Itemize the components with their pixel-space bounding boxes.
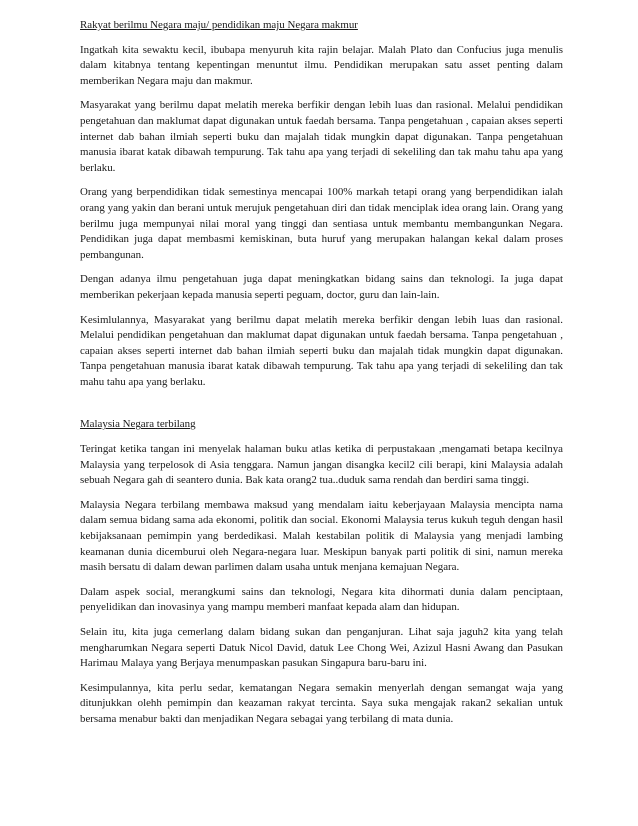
section-heading-rakyat-berilmu: Rakyat berilmu Negara maju/ pendidikan maju Negara makmur xyxy=(80,19,358,31)
paragraph: Kesimlulannya, Masyarakat yang berilmu dapat melatih mereka berfikir dengan lebih luas dan rasional. Melalui pendidikan pengetahuan dan maklumat dapat digunakan untuk faedah bersama. Tanpa pengetahuan , capaian akses seperti internet dab bahan ilmiah seperti buku dan majalah tidak mungkin dapat digunakan. Tanpa pengetahuan manusia ibarat katak dibawah tempurung. Tak tahu apa yang terjadi di sekeliling dan tak mahu tahu apa yang berlaku. xyxy=(80,313,563,388)
section-gap xyxy=(80,399,563,417)
section-heading-malaysia-negara-terbilang: Malaysia Negara terbilang xyxy=(80,418,196,431)
paragraph: Orang yang berpendidikan tidak semestinya mencapai 100% markah tetapi orang yang berpendidikan ialah orang yang yakin dan berani untuk merujuk pengetahuan diri dan tidak menciplak idea orang lain. Orang yang berilmu juga mempunyai nilai moral yang tinggi dan sentiasa untuk membantu membangunkan Negara. Pendidikan juga dapat membasmi kemiskinan, buta huruf yang merupakan halangan kekal dalam proses pembangunan. xyxy=(80,186,563,261)
paragraph: Ingatkah kita sewaktu kecil, ibubapa menyuruh kita rajin belajar. Malah Plato dan Confucius juga menulis dalam kitabnya tentang kepentingan menuntut ilmu. Pendidikan merupakan satu asset penting dalam memberikan Negara maju dan makmur. xyxy=(80,43,563,87)
paragraph: Kesimpulannya, kita perlu sedar, kematangan Negara semakin menyerlah dengan semangat waja yang ditunjukkan olehh pemimpin dan keazaman rakyat tercinta. Saya suka mengajak rakan2 sekalian untuk bersama menabur bakti dan menjadikan Negara sebagai yang terbilang di mata dunia. xyxy=(80,681,563,725)
paragraph: Selain itu, kita juga cemerlang dalam bidang sukan dan penganjuran. Lihat saja jaguh2 kita yang telah mengharumkan Negara seperti Datuk Nicol David, datuk Lee Chong Wei, Azizul Hasni Awang dan Pasukan Harimau Malaya yang Berjaya menumpaskan pasukan Singapura baru-baru ini. xyxy=(80,626,563,670)
paragraph: Teringat ketika tangan ini menyelak halaman buku atlas ketika di perpustakaan ,mengamati betapa kecilnya Malaysia yang terpelosok di Asia tenggara. Namun jangan disangka kecil2 cili berapi, kini Malaysia adalah sebuah Negara gah di seantero dunia. Bak kata orang2 tua..duduk sama rendah dan berdiri sama tinggi. xyxy=(80,443,563,487)
paragraph: Malaysia Negara terbilang membawa maksud yang mendalam iaitu keberjayaan Malaysia mencipta nama dalam semua bidang sama ada ekonomi, politik dan social. Ekonomi Malaysia terus kukuh teguh dengan hasil kebijaksanaan pemimpin yang berdedikasi. Malah kestabilan politik di Malaysia yang menjadi lambing keamanan dunia dicemburui oleh Negara-negara luar. Meskipun banyak parti politik di sini, namun mereka masih bersatu di dalam dewan parlimen dalam usaha untuk menjana kemajuan Negara. xyxy=(80,498,563,574)
paragraph: Masyarakat yang berilmu dapat melatih mereka berfikir dengan lebih luas dan rasional. Melalui pendidikan pengetahuan dan maklumat dapat digunakan untuk faedah bersama. Tanpa pengetahuan , capaian akses seperti internet dab bahan ilmiah seperti buku dan majalah tidak mungkin dapat digunakan. Tanpa pengetahuan manusia ibarat katak dibawah tempurung. Tak tahu apa yang terjadi di sekeliling dan tak mahu tahu apa yang berlaku. xyxy=(80,99,563,174)
paragraph: Dengan adanya ilmu pengetahuan juga dapat meningkatkan bidang sains dan teknologi. Ia juga dapat memberikan pekerjaan kepada manusia seperti peguam, doctor, guru dan lain-lain. xyxy=(80,273,563,301)
paragraph: Dalam aspek social, merangkumi sains dan teknologi, Negara kita dihormati dunia dalam penciptaan, penyelidikan dan inovasinya yang mampu memberi manfaat kepada alam dan hidupan. xyxy=(80,585,563,614)
